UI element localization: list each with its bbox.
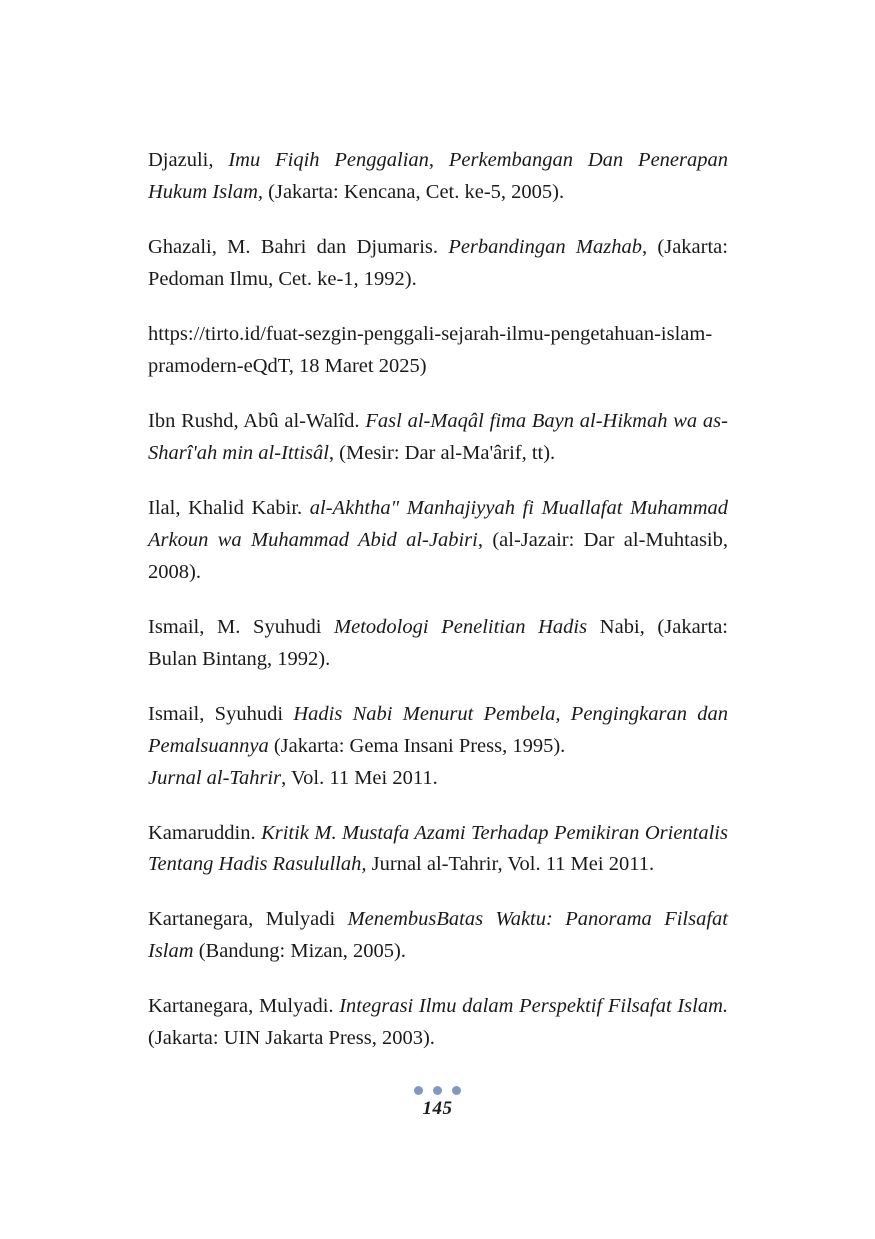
footer-ornament-dots: [0, 1086, 875, 1095]
citation-text: Ibn Rushd, Abû al-Walîd.: [148, 409, 366, 432]
citation-text: Ilal, Khalid Kabir.: [148, 496, 310, 519]
citation-text: , (al-Jazair: Dar al-Muhtasib, 2008).: [148, 528, 728, 583]
title-italic: Fasl al-Maqâl fima Bayn al-Hikmah wa as-Sharî'ah min al-Ittisâl: [148, 409, 728, 464]
title-italic: Metodologi Penelitian Hadis: [334, 615, 588, 638]
bibliography-entry: [148, 493, 728, 589]
citation-text: Nabi, (Jakarta: Bulan Bintang, 1992).: [148, 615, 728, 670]
title-italic: Jurnal al-Tahrir: [148, 766, 282, 789]
citation-text: Ismail, Syuhudi: [148, 702, 294, 725]
bibliography-list: [148, 145, 728, 1055]
citation-text: Kamaruddin.: [148, 821, 262, 844]
citation-text: https://tirto.id/fuat-sezgin-penggali-sejarah-ilmu-pengetahuan-islam-pramodern-eQdT, 18 Maret 2025): [148, 322, 713, 377]
bibliography-entry: [148, 904, 728, 968]
journal-reference: [148, 767, 438, 789]
title-italic: Imu Fiqih Penggalian, Perkembangan Dan Penerapan Hukum Islam,: [148, 149, 728, 203]
bibliography-entry: [148, 319, 728, 383]
ornament-dot-icon: [414, 1086, 423, 1095]
citation-text: Ghazali, M. Bahri dan Djumaris.: [148, 235, 449, 258]
bibliography-entry: [148, 145, 728, 209]
citation-text: , (Jakarta: Pedoman Ilmu, Cet. ke-1, 1992).: [148, 235, 728, 290]
bibliography-entry: [148, 406, 728, 470]
page-number: 145: [422, 1098, 453, 1119]
page-footer: [0, 1086, 875, 1120]
title-italic: al-Akhtha″ Manhajiyyah fi Muallafat Muhammad Arkoun wa Muhammad Abid al-Jabiri: [148, 496, 729, 551]
citation-text: (Jakarta: Gema Insani Press, 1995).: [268, 734, 566, 757]
bibliography-entry: [148, 991, 728, 1055]
ornament-dot-icon: [452, 1086, 461, 1095]
citation-text: Ismail, M. Syuhudi: [148, 615, 335, 638]
bibliography-entry: [148, 612, 728, 676]
citation-text: (Jakarta: UIN Jakarta Press, 2003).: [148, 1027, 435, 1050]
ornament-dot-icon: [433, 1086, 442, 1095]
title-italic: Kritik M. Mustafa Azami Terhadap Pemikiran Orientalis Tentang Hadis Rasulullah,: [148, 821, 728, 876]
citation-text: (Bandung: Mizan, 2005).: [193, 940, 406, 963]
bibliography-entry: [148, 818, 728, 882]
title-italic: Integrasi Ilmu dalam Perspektif Filsafat Islam.: [339, 995, 728, 1018]
citation-text: Kartanegara, Mulyadi: [148, 908, 348, 931]
citation-text: Djazuli,: [148, 149, 229, 171]
citation-text: , (Mesir: Dar al-Ma'ârif, tt).: [328, 441, 556, 464]
citation-text: Kartanegara, Mulyadi.: [148, 995, 340, 1018]
citation-text: (Jakarta: Kencana, Cet. ke-5, 2005).: [263, 180, 565, 203]
citation-text: , Vol. 11 Mei 2011.: [281, 766, 438, 789]
bibliography-entry: [148, 232, 728, 296]
title-italic: Hadis Nabi Menurut Pembela, Pengingkaran dan Pemalsuannya: [148, 702, 728, 757]
title-italic: MenembusBatas Waktu: Panorama Filsafat Islam: [148, 908, 728, 963]
citation-text: Jurnal al-Tahrir, Vol. 11 Mei 2011.: [366, 853, 655, 876]
title-italic: Perbandingan Mazhab: [448, 235, 642, 258]
bibliography-entry: [148, 699, 728, 795]
